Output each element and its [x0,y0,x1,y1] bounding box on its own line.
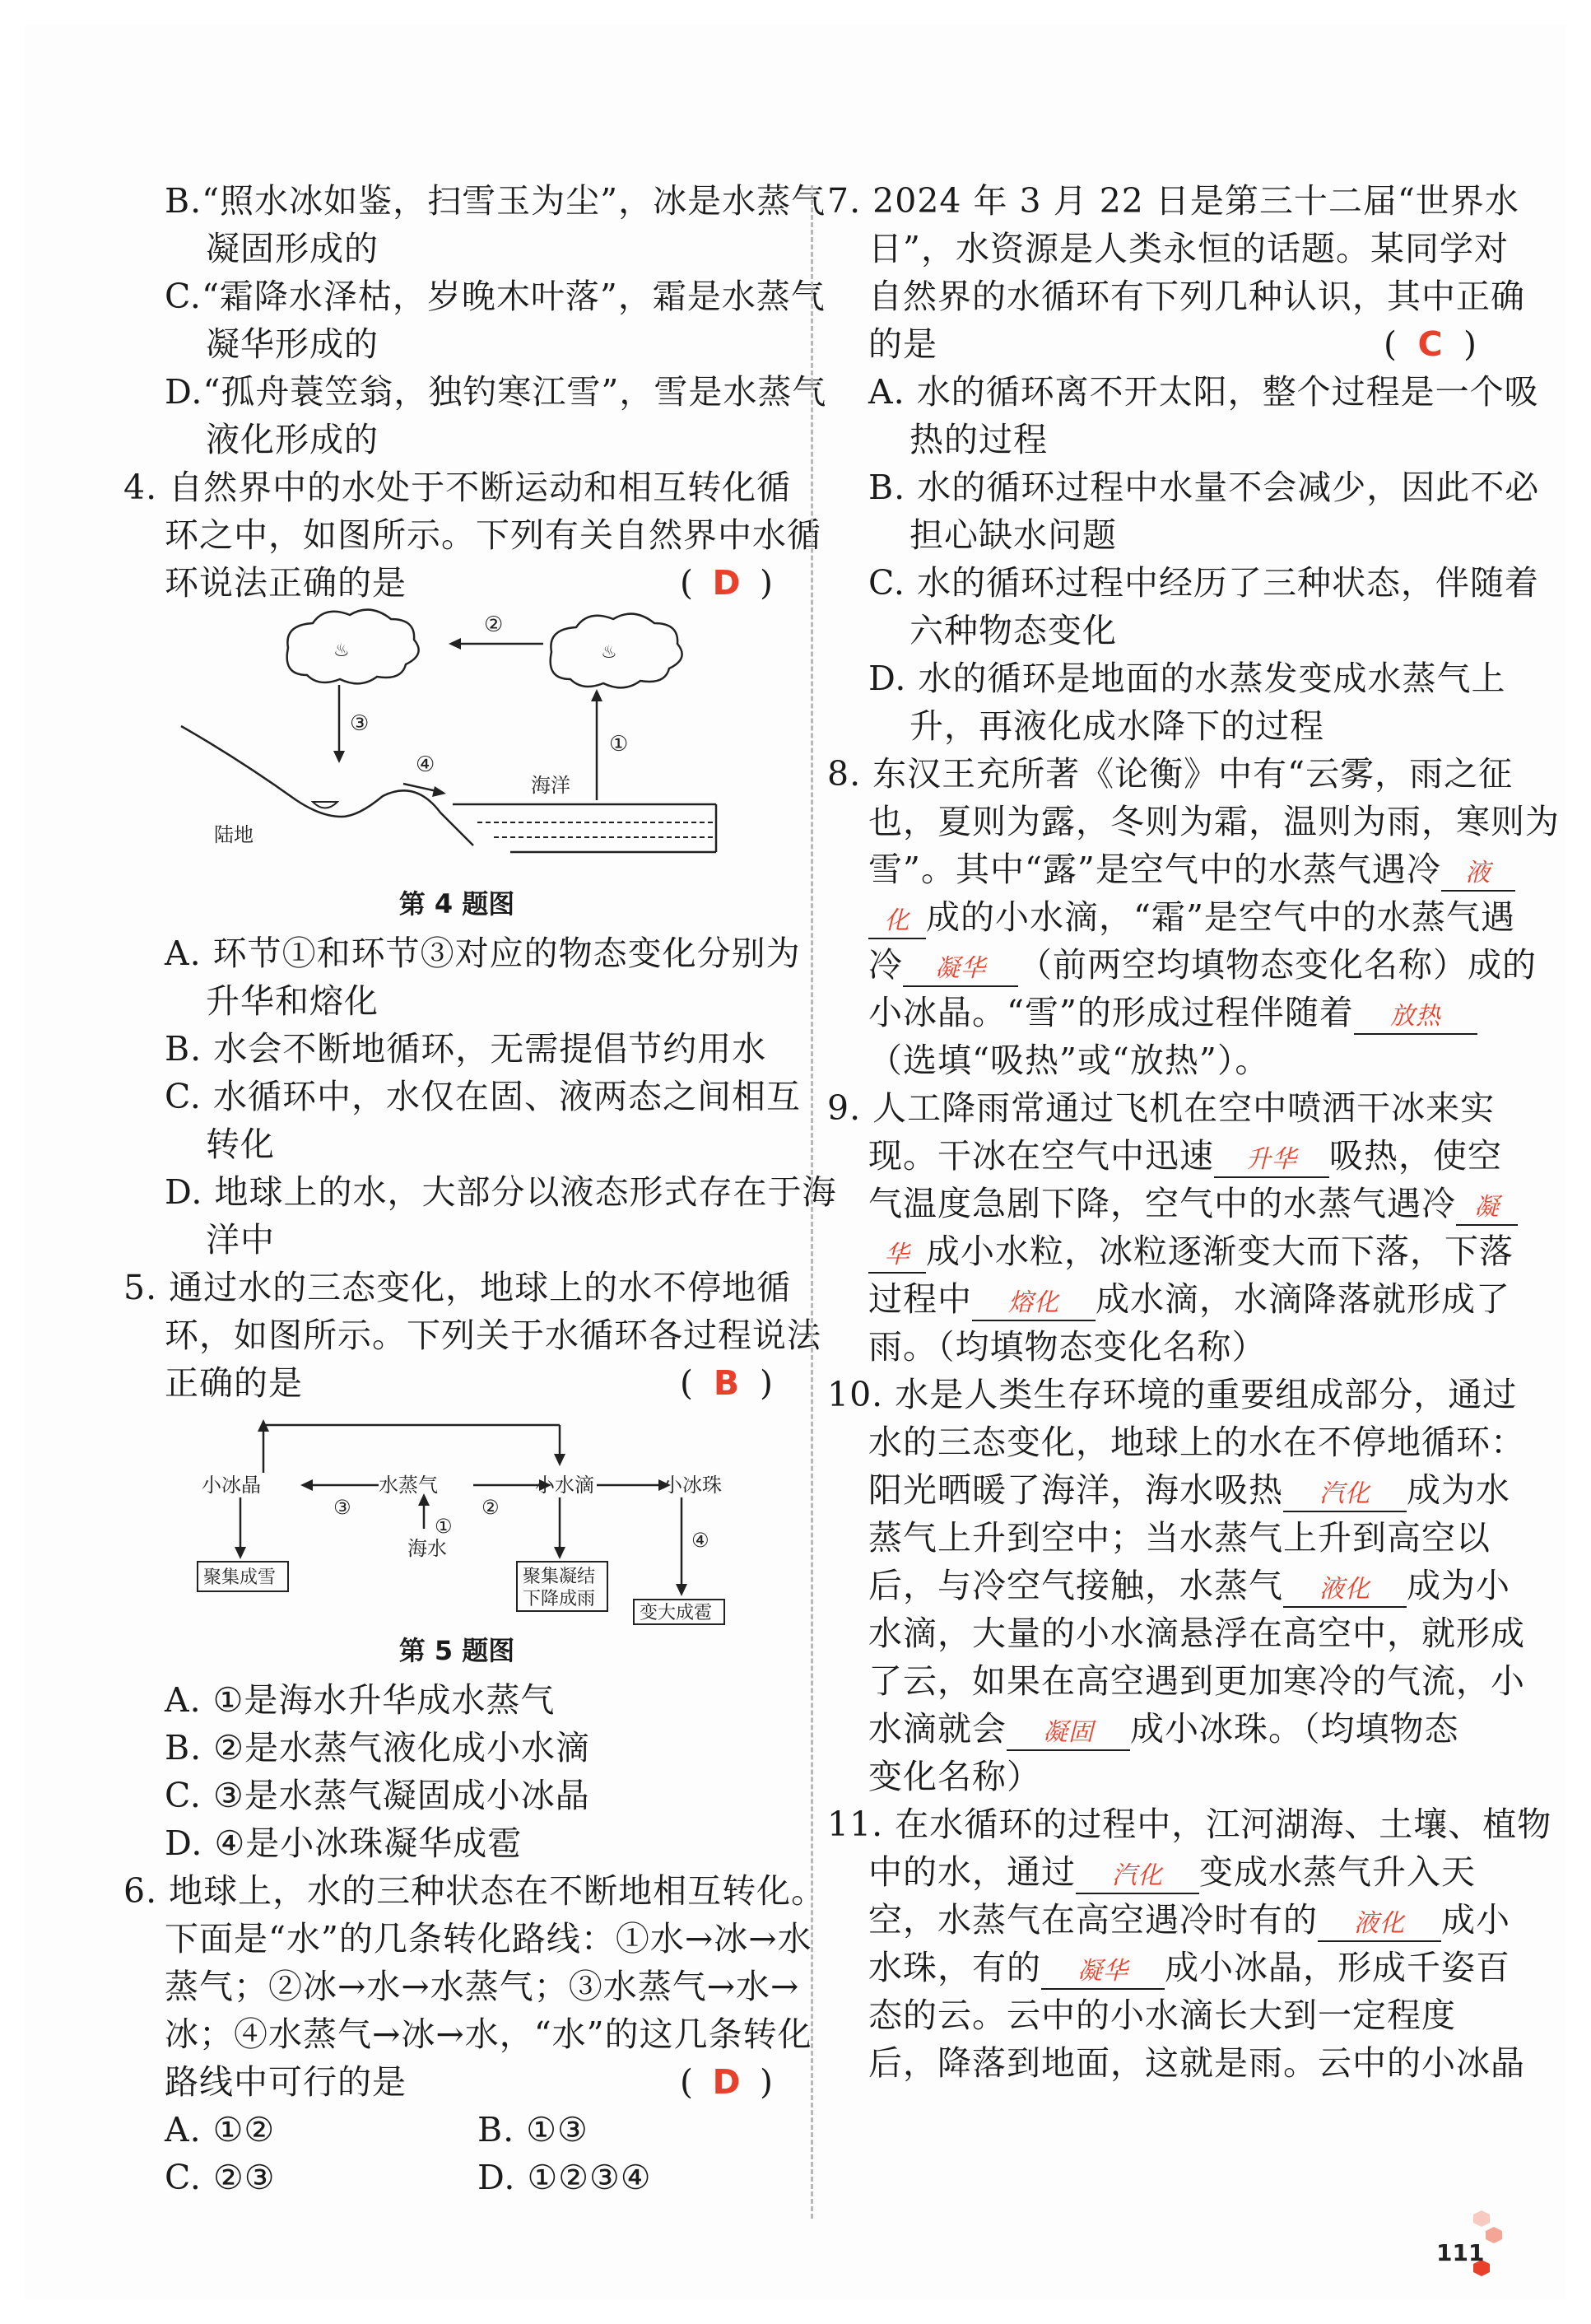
step-1-label: ① [435,1515,453,1538]
answer-letter: D [712,563,742,603]
answer-blank: 放热 [1354,1000,1477,1035]
step-1-label: ① [609,732,629,757]
question-stem: 环说法正确的是 ( D ) [123,559,790,607]
option-line: C.“霜降水泽枯，岁晚木叶落”，霜是水蒸气 [165,277,826,316]
answer-bracket: ( D ) [680,2058,774,2106]
box-rain-label-2: 下降成雨 [523,1589,596,1609]
question-8 [827,750,1560,1084]
answer-blank: 液化 [1283,1573,1407,1608]
right-column [827,177,1560,2087]
answer-blank: 汽化 [1076,1860,1199,1894]
question-line: 中的水，通过 汽化 变成水蒸气升入天 [827,1848,1494,1896]
option-line: D. 水的循环是地面的水蒸发变成水蒸气上 [868,659,1506,698]
question-stem: 蒸气；②冰→水→水蒸气；③水蒸气→水→ [165,1967,800,2006]
question-7 [827,177,1540,750]
answer-blank: 凝 [1456,1191,1518,1226]
question-stem: 环之中，如图所示。下列有关自然界中水循 [165,515,821,555]
answer-blank: 凝华 [903,952,1018,987]
question-line: 了云，如果在高空遇到更加寒冷的气流，小 [868,1661,1525,1701]
question-stem: 路线中可行的是 ( D ) [123,2058,790,2106]
question-line: 10. 水是人类生存环境的重要组成部分，通过 [827,1375,1518,1414]
question-line: 阳光晒暖了海洋，海水吸热 汽化 成为水 [827,1466,1494,1514]
option-line: 洋中 [206,1220,275,1260]
question-10 [827,1371,1525,1800]
option-d: D. ①②③④ [477,2158,652,2197]
answer-bracket: ( C ) [1384,320,1477,368]
left-column [123,177,837,2201]
option-line: A. 水的循环离不开太阳，整个过程是一个吸 [868,372,1539,412]
figure-4-svg [123,607,790,878]
question-line: 水珠，有的 凝华 成小冰晶，形成千姿百 [827,1944,1494,1991]
answer-blank: 升华 [1214,1143,1329,1178]
seawater-label: 海水 [407,1537,447,1560]
svg-text:♨: ♨ [601,642,617,663]
answer-blank: 化 [868,905,926,939]
ice-crystal-label: 小冰晶 [202,1474,261,1497]
question-line: 雪”。其中“露”是空气中的水蒸气遇冷 液 [827,845,1494,893]
question-line: 现。干冰在空气中迅速 升华 吸热，使空 [827,1132,1494,1180]
question-3-options [123,177,827,463]
step-4-label: ④ [691,1529,709,1552]
option-line: 液化形成的 [206,420,379,459]
question-stem: 5. 通过水的三态变化，地球上的水不停地循 [123,1268,792,1307]
question-line: 水的三态变化，地球上的水在不停地循环： [868,1423,1525,1462]
question-stem: 7. 2024 年 3 月 22 日是第三十二届“世界水 [827,181,1519,221]
svg-text:♨: ♨ [333,640,350,661]
option-line: B. ②是水蒸气液化成小水滴 [165,1728,590,1767]
vapor-label: 水蒸气 [379,1474,438,1497]
option-row [123,2154,790,2201]
step-3-label: ③ [333,1496,351,1519]
question-line: 冷 凝华 （前两空均填物态变化名称）成的 [827,941,1494,989]
option-line: 升华和熔化 [206,981,379,1021]
question-stem: 冰；④水蒸气→冰→水，“水”的这几条转化 [165,2014,812,2054]
answer-blank: 凝固 [1007,1716,1130,1751]
page-number: 111 [1436,2239,1485,2266]
box-rain-label-1: 聚集凝结 [523,1567,596,1587]
question-line: （选填“吸热”或“放热”）。 [868,1041,1270,1080]
option-line: 凝固形成的 [206,229,379,268]
option-row [123,2106,790,2154]
question-line: 气温度急剧下降，空气中的水蒸气遇冷 凝 [827,1180,1494,1227]
box-snow-label: 聚集成雪 [203,1567,277,1588]
water-cycle-figure-5 [123,1407,790,1625]
option-line: C. 水的循环过程中经历了三种状态，伴随着 [868,563,1539,603]
step-2-label: ② [484,612,504,637]
step-3-label: ③ [350,711,370,736]
option-line: D.“孤舟蓑笠翁，独钓寒江雪”，雪是水蒸气 [165,372,827,412]
answer-blank: 汽化 [1283,1478,1407,1512]
question-line: 水滴，大量的小水滴悬浮在高空中，就形成 [868,1614,1525,1653]
question-stem: 下面是“水”的几条转化路线：①水→冰→水 [165,1919,812,1958]
box-hail-label: 变大成雹 [640,1603,713,1623]
question-stem: 6. 地球上，水的三种状态在不断地相互转化。 [123,1871,826,1911]
question-5 [123,1264,821,1867]
question-stem: 自然界的水循环有下列几种认识，其中正确 [868,277,1525,316]
option-line: B.“照水冰如鉴，扫雪玉为尘”，冰是水蒸气 [165,181,826,221]
option-line: 转化 [206,1125,275,1164]
question-line: 小冰晶。“雪”的形成过程伴随着 放热 [827,989,1494,1036]
figure-5-caption: 第 5 题图 [398,1635,515,1666]
question-4 [123,463,837,1264]
answer-letter: C [1417,324,1444,364]
question-line: 华 成小水粒，冰粒逐渐变大而下落，下落 [827,1227,1494,1275]
land-label: 陆地 [214,823,254,846]
workbook-page [25,25,1566,2299]
option-line: B. 水会不断地循环，无需提倡节约用水 [165,1029,767,1069]
question-line: 水滴就会 凝固 成小冰珠。（均填物态 [827,1705,1494,1753]
answer-blank: 液化 [1318,1907,1441,1942]
cloud-icon [287,610,419,684]
water-cycle-figure-4 [123,607,790,878]
question-line: 化 成的小水滴，“霜”是空气中的水蒸气遇 [827,893,1494,941]
question-line: 变化名称） [868,1757,1041,1796]
question-11 [827,1800,1552,2087]
option-line: D. ④是小冰珠凝华成雹 [165,1823,523,1863]
figure-5-svg [123,1407,790,1625]
question-stem: 环，如图所示。下列关于水循环各过程说法 [165,1316,821,1355]
question-stem: 日”，水资源是人类永恒的话题。某同学对 [868,229,1509,268]
question-line: 过程中 熔化 成水滴，水滴降落就形成了 [827,1275,1494,1323]
option-b: B. ①③ [477,2110,588,2149]
option-line: 六种物态变化 [909,611,1117,650]
question-line: 11. 在水循环的过程中，江河湖海、土壤、植物 [827,1805,1552,1844]
answer-blank: 液 [1441,857,1515,892]
question-line: 态的云。云中的小水滴长大到一定程度 [868,1996,1456,2035]
answer-blank: 华 [868,1239,926,1274]
droplet-label: 小水滴 [535,1474,594,1497]
option-line: 热的过程 [909,420,1048,459]
option-line: 凝华形成的 [206,324,379,364]
option-c: C. ②③ [165,2158,276,2197]
step-4-label: ④ [416,752,435,777]
question-stem: 正确的是 ( B ) [123,1359,790,1407]
question-line: 空，水蒸气在高空遇冷时有的 液化 成小 [827,1896,1494,1944]
option-a: A. ①② [165,2110,276,2149]
option-line: B. 水的循环过程中水量不会减少，因此不必 [868,468,1540,507]
option-line: 升，再液化成水降下的过程 [909,706,1324,746]
question-stem: 的是 ( C ) [827,320,1494,368]
ocean-label: 海洋 [531,774,570,797]
answer-bracket: ( B ) [680,1359,774,1407]
question-line: 蒸气上升到空中；当水蒸气上升到高空以 [868,1518,1491,1558]
answer-blank: 凝华 [1041,1955,1165,1990]
answer-bracket: ( D ) [680,559,774,607]
answer-blank: 熔化 [972,1287,1096,1321]
column-divider [811,185,813,2219]
option-line: C. 水循环中，水仅在固、液两态之间相互 [165,1077,801,1116]
step-2-label: ② [481,1496,500,1519]
option-line: A. 环节①和环节③对应的物态变化分别为 [165,934,801,973]
question-line: 雨。（均填物态变化名称） [868,1327,1267,1367]
question-line: 后，与冷空气接触，水蒸气 液化 成为小 [827,1562,1494,1609]
ice-bead-label: 小冰珠 [663,1474,722,1497]
answer-letter: B [713,1363,741,1403]
question-line: 也，夏则为露，冬则为霜，温则为雨，寒则为 [868,802,1560,841]
option-line: A. ①是海水升华成水蒸气 [165,1680,556,1720]
question-stem: 4. 自然界中的水处于不断运动和相互转化循 [123,468,792,507]
question-line: 8. 东汉王充所著《论衡》中有“云雾，雨之征 [827,754,1514,794]
question-line: 后，降落到地面，这就是雨。云中的小冰晶 [868,2043,1525,2083]
question-line: 9. 人工降雨常通过飞机在空中喷洒干冰来实 [827,1088,1496,1128]
option-line: D. 地球上的水，大部分以液态形式存在于海 [165,1172,837,1212]
question-6 [123,1867,826,2201]
option-line: C. ③是水蒸气凝固成小冰晶 [165,1776,590,1815]
question-9 [827,1084,1514,1371]
answer-letter: D [712,2062,742,2102]
option-line: 担心缺水问题 [909,515,1117,555]
figure-4-caption: 第 4 题图 [398,888,515,920]
